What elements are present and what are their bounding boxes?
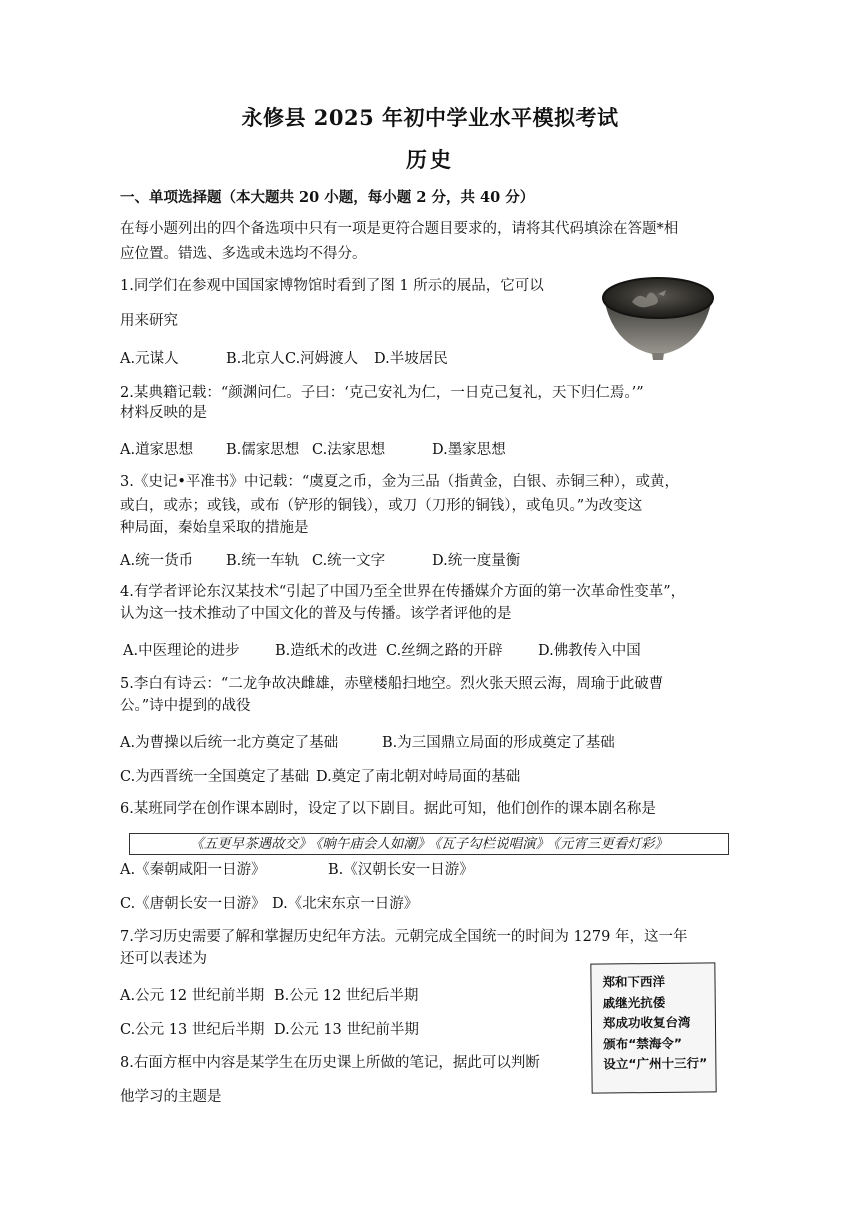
q8-stem-line-2: 他学习的主题是 [120, 1089, 222, 1105]
note-line: 郑成功收复台湾 [602, 1014, 691, 1031]
q7-option-c[interactable]: C.公元 13 世纪后半期 [120, 1022, 265, 1038]
play-title: 《晌午庙会人如潮》 [315, 836, 431, 852]
q5-stem-line-1: 5.李白有诗云：“二龙争故决雌雄，赤壁楼船扫地空。烈火张天照云海，周瑜于此破曹 [120, 676, 664, 692]
q2-option-c[interactable]: C.法家思想 [312, 442, 386, 458]
q5-stem-line-2: 公。”诗中提到的战役 [120, 698, 251, 714]
q1-stem-line-1: 1.同学们在参观中国国家博物馆时看到了图 1 所示的展品，它可以 [120, 278, 544, 294]
subject-title: 历史 [406, 147, 454, 172]
exam-title: 永修县 2025 年初中学业水平模拟考试 [241, 105, 619, 130]
q4-option-c[interactable]: C.丝绸之路的开辟 [386, 643, 503, 659]
q3-option-c[interactable]: C.统一文字 [312, 553, 386, 569]
artifact-bowl-image [598, 274, 718, 362]
q3-option-a[interactable]: A.统一货币 [120, 553, 194, 569]
q7-option-a[interactable]: A.公元 12 世纪前半期 [120, 988, 265, 1004]
q1-option-d[interactable]: D.半坡居民 [374, 351, 448, 367]
note-line: 戚继光抗倭 [602, 994, 666, 1011]
q6-option-d[interactable]: D.《北宋东京一日游》 [272, 896, 419, 912]
q5-option-c[interactable]: C.为西晋统一全国奠定了基础 [120, 769, 310, 785]
q5-options-row-2 [120, 765, 520, 786]
q7-option-b[interactable]: B.公元 12 世纪后半期 [274, 988, 419, 1004]
q4-option-d[interactable]: D.佛教传入中国 [538, 643, 641, 659]
q3-options [120, 549, 520, 570]
play-title: 《元宵三更看灯彩》 [553, 836, 668, 852]
play-list-box [129, 833, 729, 855]
q7-stem-line-1: 7.学习历史需要了解和掌握历史纪年方法。元朝完成全国统一的时间为 1279 年，这一年 [120, 929, 688, 945]
q3-option-d[interactable]: D.统一度量衡 [432, 553, 521, 569]
q1-option-c[interactable]: C.河姆渡人 [285, 351, 359, 367]
q7-stem-line-2: 还可以表述为 [120, 951, 207, 967]
q6-option-b[interactable]: B.《汉朝长安一日游》 [328, 862, 474, 878]
section-intro-line-1: 在每小题列出的四个备选项中只有一项是更符合题目要求的，请将其代码填涂在答题*相 [120, 221, 679, 237]
study-notes-box [590, 962, 716, 1093]
q5-option-d[interactable]: D.奠定了南北朝对峙局面的基础 [316, 769, 521, 785]
q2-stem-line-2: 材料反映的是 [120, 405, 207, 421]
q7-options-row-1 [120, 984, 418, 1005]
q4-options [123, 639, 641, 660]
q3-stem-line-1: 3.《史记•平准书》中记载：“虞夏之币，金为三品（指黄金，白银、赤铜三种），或黄， [120, 474, 680, 490]
q5-option-a[interactable]: A.为曹操以后统一北方奠定了基础 [120, 735, 339, 751]
q1-stem-line-2: 用来研究 [120, 313, 178, 329]
q6-options-row-1 [120, 858, 474, 879]
section-heading: 一、单项选择题（本大题共 20 小题，每小题 2 分，共 40 分） [120, 189, 535, 206]
q1-option-a[interactable]: A.元谋人 [120, 351, 179, 367]
q3-stem-line-2: 或白，或赤；或钱，或布（铲形的铜钱），或刀（刀形的铜钱），或龟贝。”为改变这 [120, 498, 643, 514]
q4-stem-line-2: 认为这一技术推动了中国文化的普及与传播。该学者评他的是 [120, 606, 512, 622]
q3-option-b[interactable]: B.统一车轨 [226, 553, 300, 569]
q2-options [120, 438, 506, 459]
note-line: 设立“广州十三行” [603, 1055, 708, 1072]
q5-options-row-1 [120, 731, 615, 752]
q4-option-b[interactable]: B.造纸术的改进 [275, 643, 378, 659]
q8-stem-line-1: 8.右面方框中内容是某学生在历史课上所做的笔记，据此可以判断 [120, 1055, 540, 1071]
q1-options [120, 347, 448, 368]
q5-option-b[interactable]: B.为三国鼎立局面的形成奠定了基础 [382, 735, 615, 751]
section-intro-line-2: 应位置。错选、多选或未选均不得分。 [120, 246, 367, 262]
q1-option-b[interactable]: B.北京人 [226, 351, 285, 367]
q4-stem-line-1: 4.有学者评论东汉某技术“引起了中国乃至全世界在传播媒介方面的第一次革命性变革”， [120, 584, 686, 600]
q7-option-d[interactable]: D.公元 13 世纪前半期 [274, 1022, 419, 1038]
q6-option-a[interactable]: A.《秦朝咸阳一日游》 [120, 862, 266, 878]
note-line: 郑和下西洋 [602, 973, 666, 990]
q6-options-row-2 [120, 892, 418, 913]
q6-stem-line-1: 6.某班同学在创作课本剧时，设定了以下剧目。据此可知，他们创作的课本剧名称是 [120, 801, 656, 817]
q3-stem-line-3: 种局面，秦始皇采取的措施是 [120, 520, 309, 536]
play-title: 《五更早茶遇故交》 [190, 836, 312, 852]
q4-option-a[interactable]: A.中医理论的进步 [123, 643, 240, 659]
q2-option-b[interactable]: B.儒家思想 [226, 442, 300, 458]
q7-options-row-2 [120, 1018, 419, 1039]
q6-option-c[interactable]: C.《唐朝长安一日游》 [120, 896, 266, 912]
play-title: 《瓦子勾栏说唱演》 [434, 836, 550, 852]
q2-option-d[interactable]: D.墨家思想 [432, 442, 506, 458]
q2-stem-line-1: 2.某典籍记载：“颜渊问仁。子曰：‘克己安礼为仁，一日克己复礼，天下归仁焉。’” [120, 385, 644, 401]
note-line: 颁布“禁海令” [603, 1035, 683, 1052]
q2-option-a[interactable]: A.道家思想 [120, 442, 194, 458]
